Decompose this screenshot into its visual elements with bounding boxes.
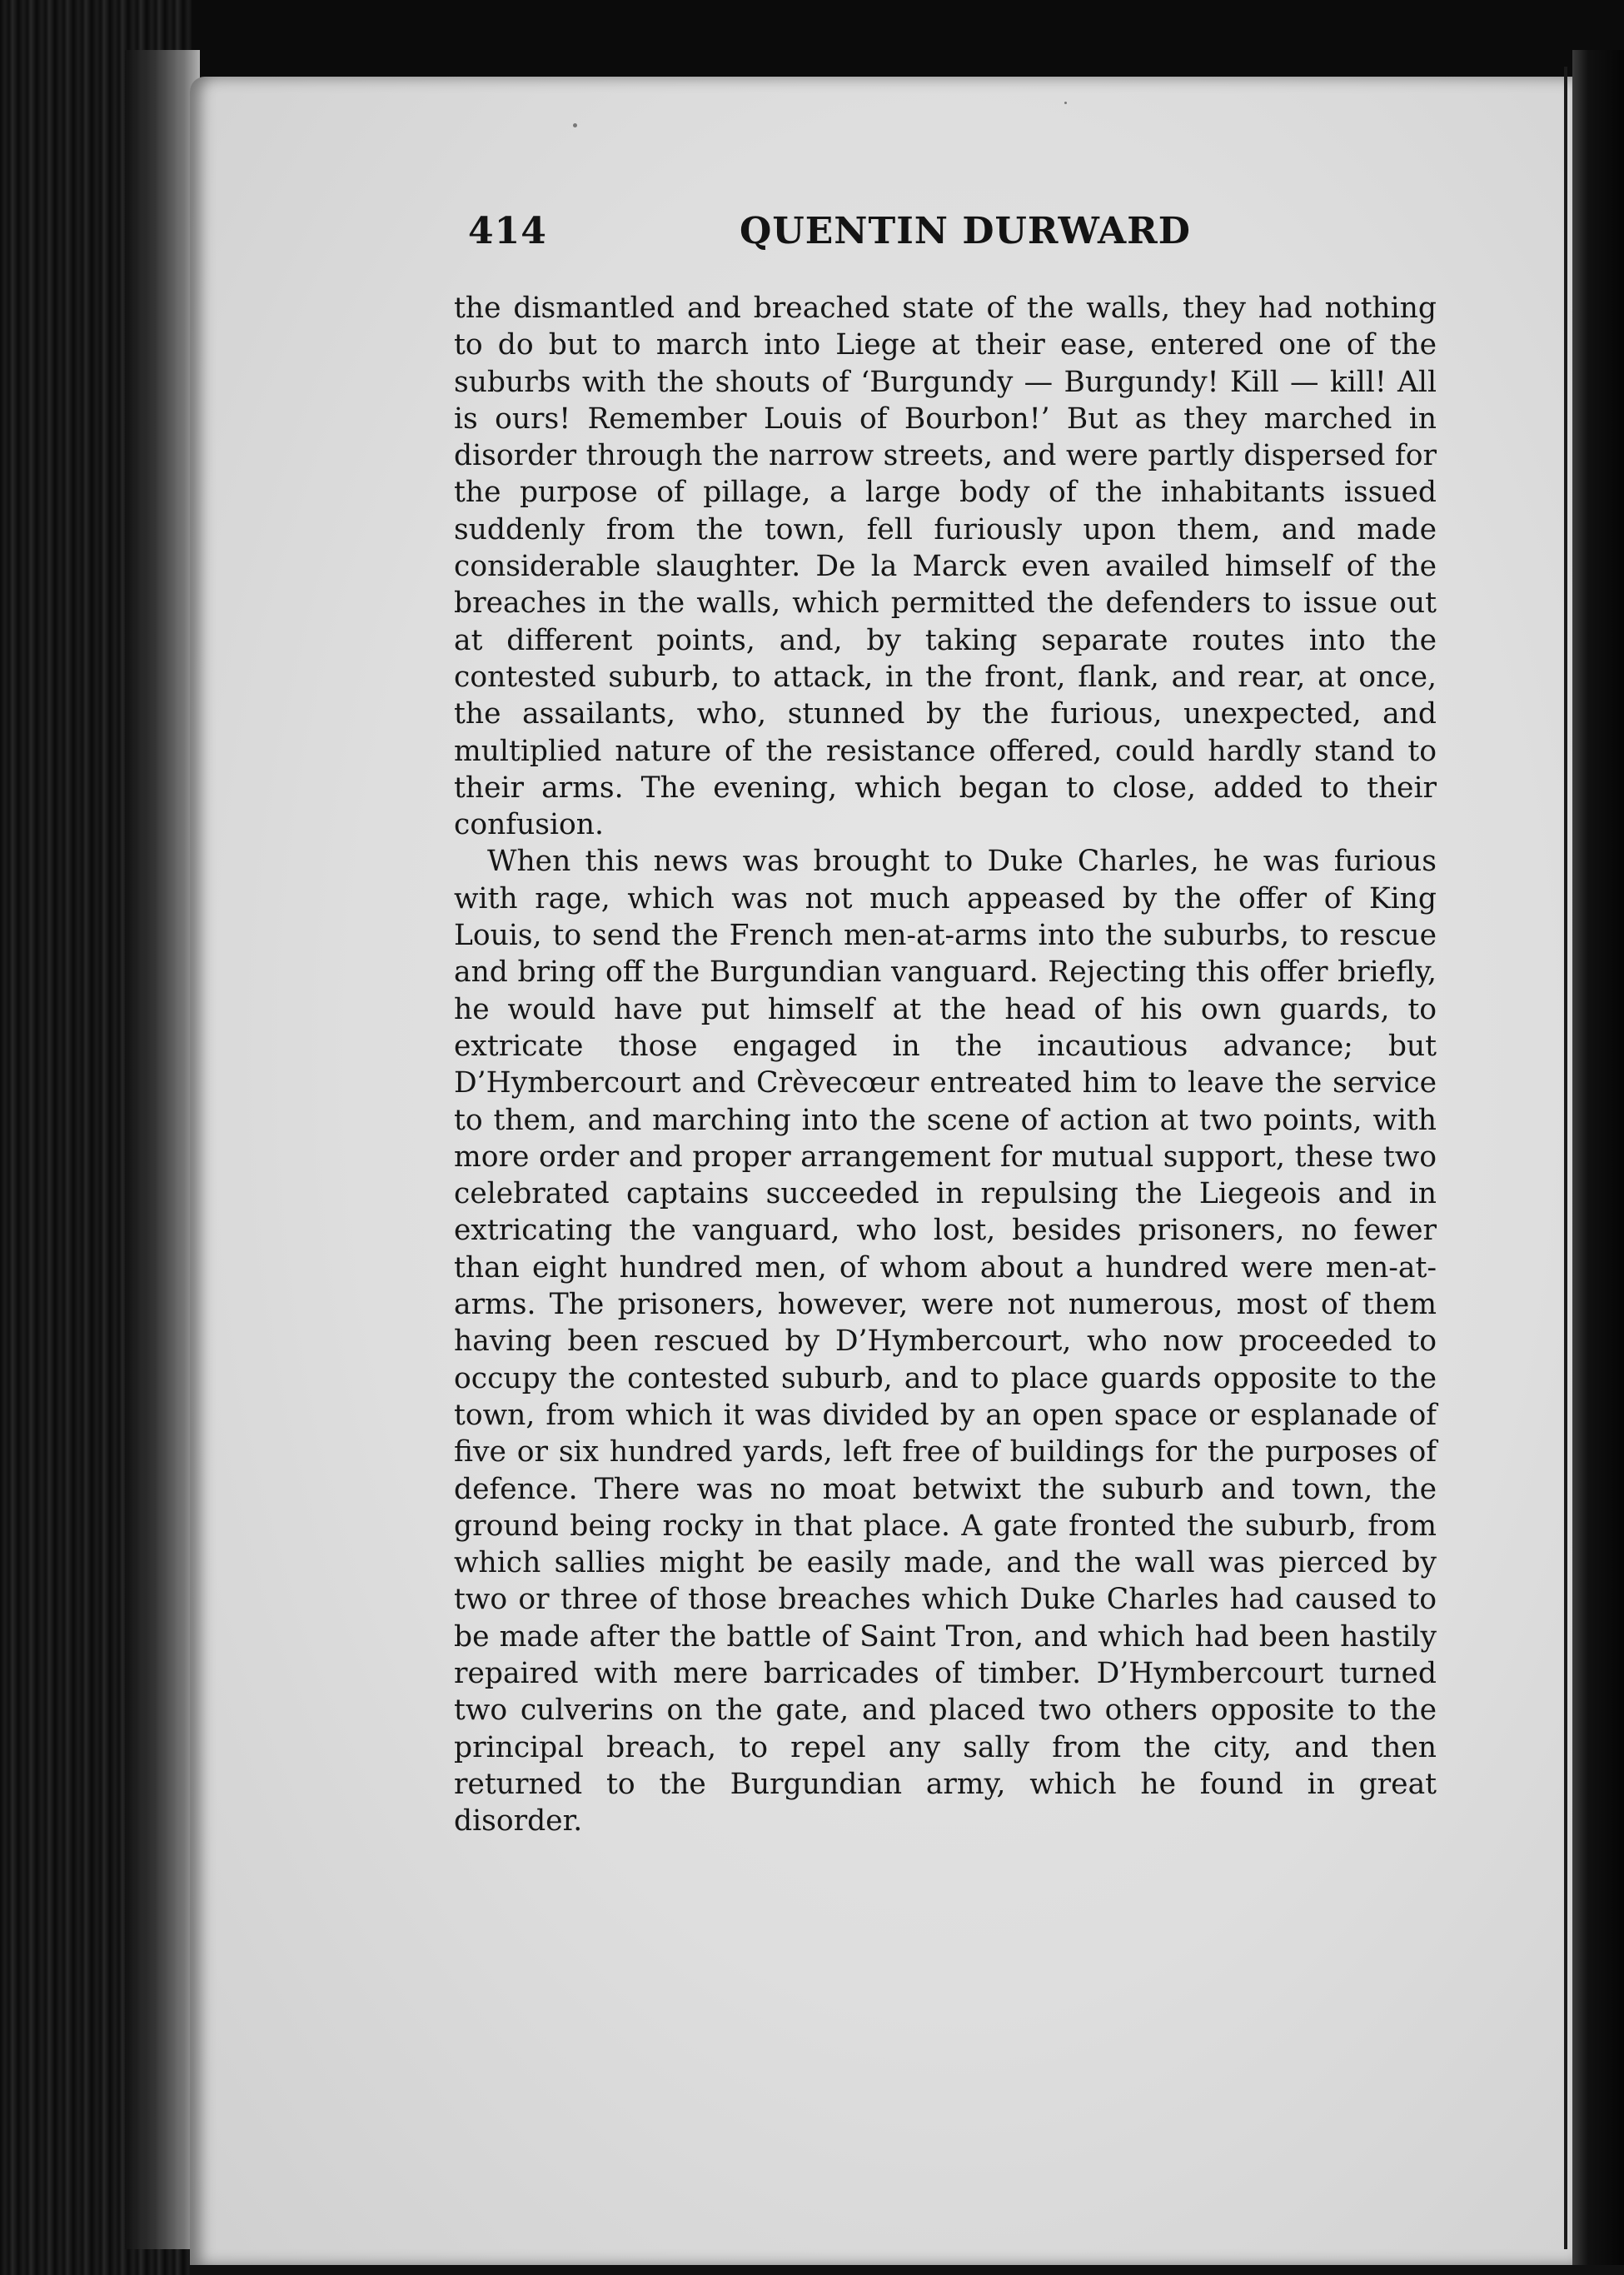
scan-border-bottom	[190, 2265, 1624, 2275]
page-number: 414	[468, 210, 547, 252]
scan-border-right	[1572, 50, 1624, 2275]
page-edge-line	[1564, 67, 1567, 2249]
page-gutter-shadow	[125, 50, 200, 2249]
paragraph-1: the dismantled and breached state of the walls, they had nothing to do but to march into Liege at their ease, entered one of the suburbs with the shouts of ‘Burgundy — Burgundy! Kill — kill! All is ours! Remember Louis of Bourbon!’ But as they marched in disorder through the narrow streets, and were partly dispersed for the purpose of pillage, a large body of the inhabitants issued suddenly from the town, fell furiously upon them, and made considerable slaughter. De la Marck even availed himself of the breaches in the walls, which permitted the defenders to issue out at different points, and, by taking separate routes into the contested suburb, to attack, in the front, flank, and rear, at once, the assailants, who, stunned by the furious, unexpected, and multiplied nature of the resistance offered, could hardly stand to their arms. The evening, which began to close, added to their confusion.	[454, 292, 1437, 842]
running-title: QUENTIN DURWARD	[740, 210, 1191, 252]
paragraph-2: When this news was brought to Duke Charles, he was furious with rage, which was not much appeased by the offer of King Louis, to send the French men-at-arms into the suburbs, to rescue and bring off the Burgundian vanguard. Rejecting this offer briefly, he would have put himself at the head of his own guards, to extricate those engaged in the incautious advance; but D’Hymbercourt and Crèvecœur entreated him to leave the service to them, and marching into the scene of action at two points, with more order and proper arrangement for mutual support, these two celebrated captains succeeded in repulsing the Liegeois and in extricating the vanguard, who lost, besides prisoners, no fewer than eight hundred men, of whom about a hundred were men-at-arms. The prisoners, however, were not numerous, most of them having been rescued by D’Hymbercourt, who now proceeded to occupy the contested suburb, and to place guards opposite to the town, from which it was divided by an open space or esplanade of five or six hundred yards, left free of buildings for the purposes of defence. There was no moat betwixt the suburb and town, the ground being rocky in that place. A gate fronted the suburb, from which sallies might be easily made, and the wall was pierced by two or three of those breaches which Duke Charles had caused to be made after the battle of Saint Tron, and which had been hastily repaired with mere barricades of timber. D’Hymbercourt turned two culverins on the gate, and placed two others opposite to the principal breach, to repel any sally from the city, and then returned to the Burgundian army, which he found in great disorder.	[454, 845, 1437, 1838]
running-header	[468, 210, 1459, 265]
body-text	[454, 290, 1437, 1839]
dust-speck	[1064, 102, 1067, 104]
dust-speck	[573, 123, 577, 127]
